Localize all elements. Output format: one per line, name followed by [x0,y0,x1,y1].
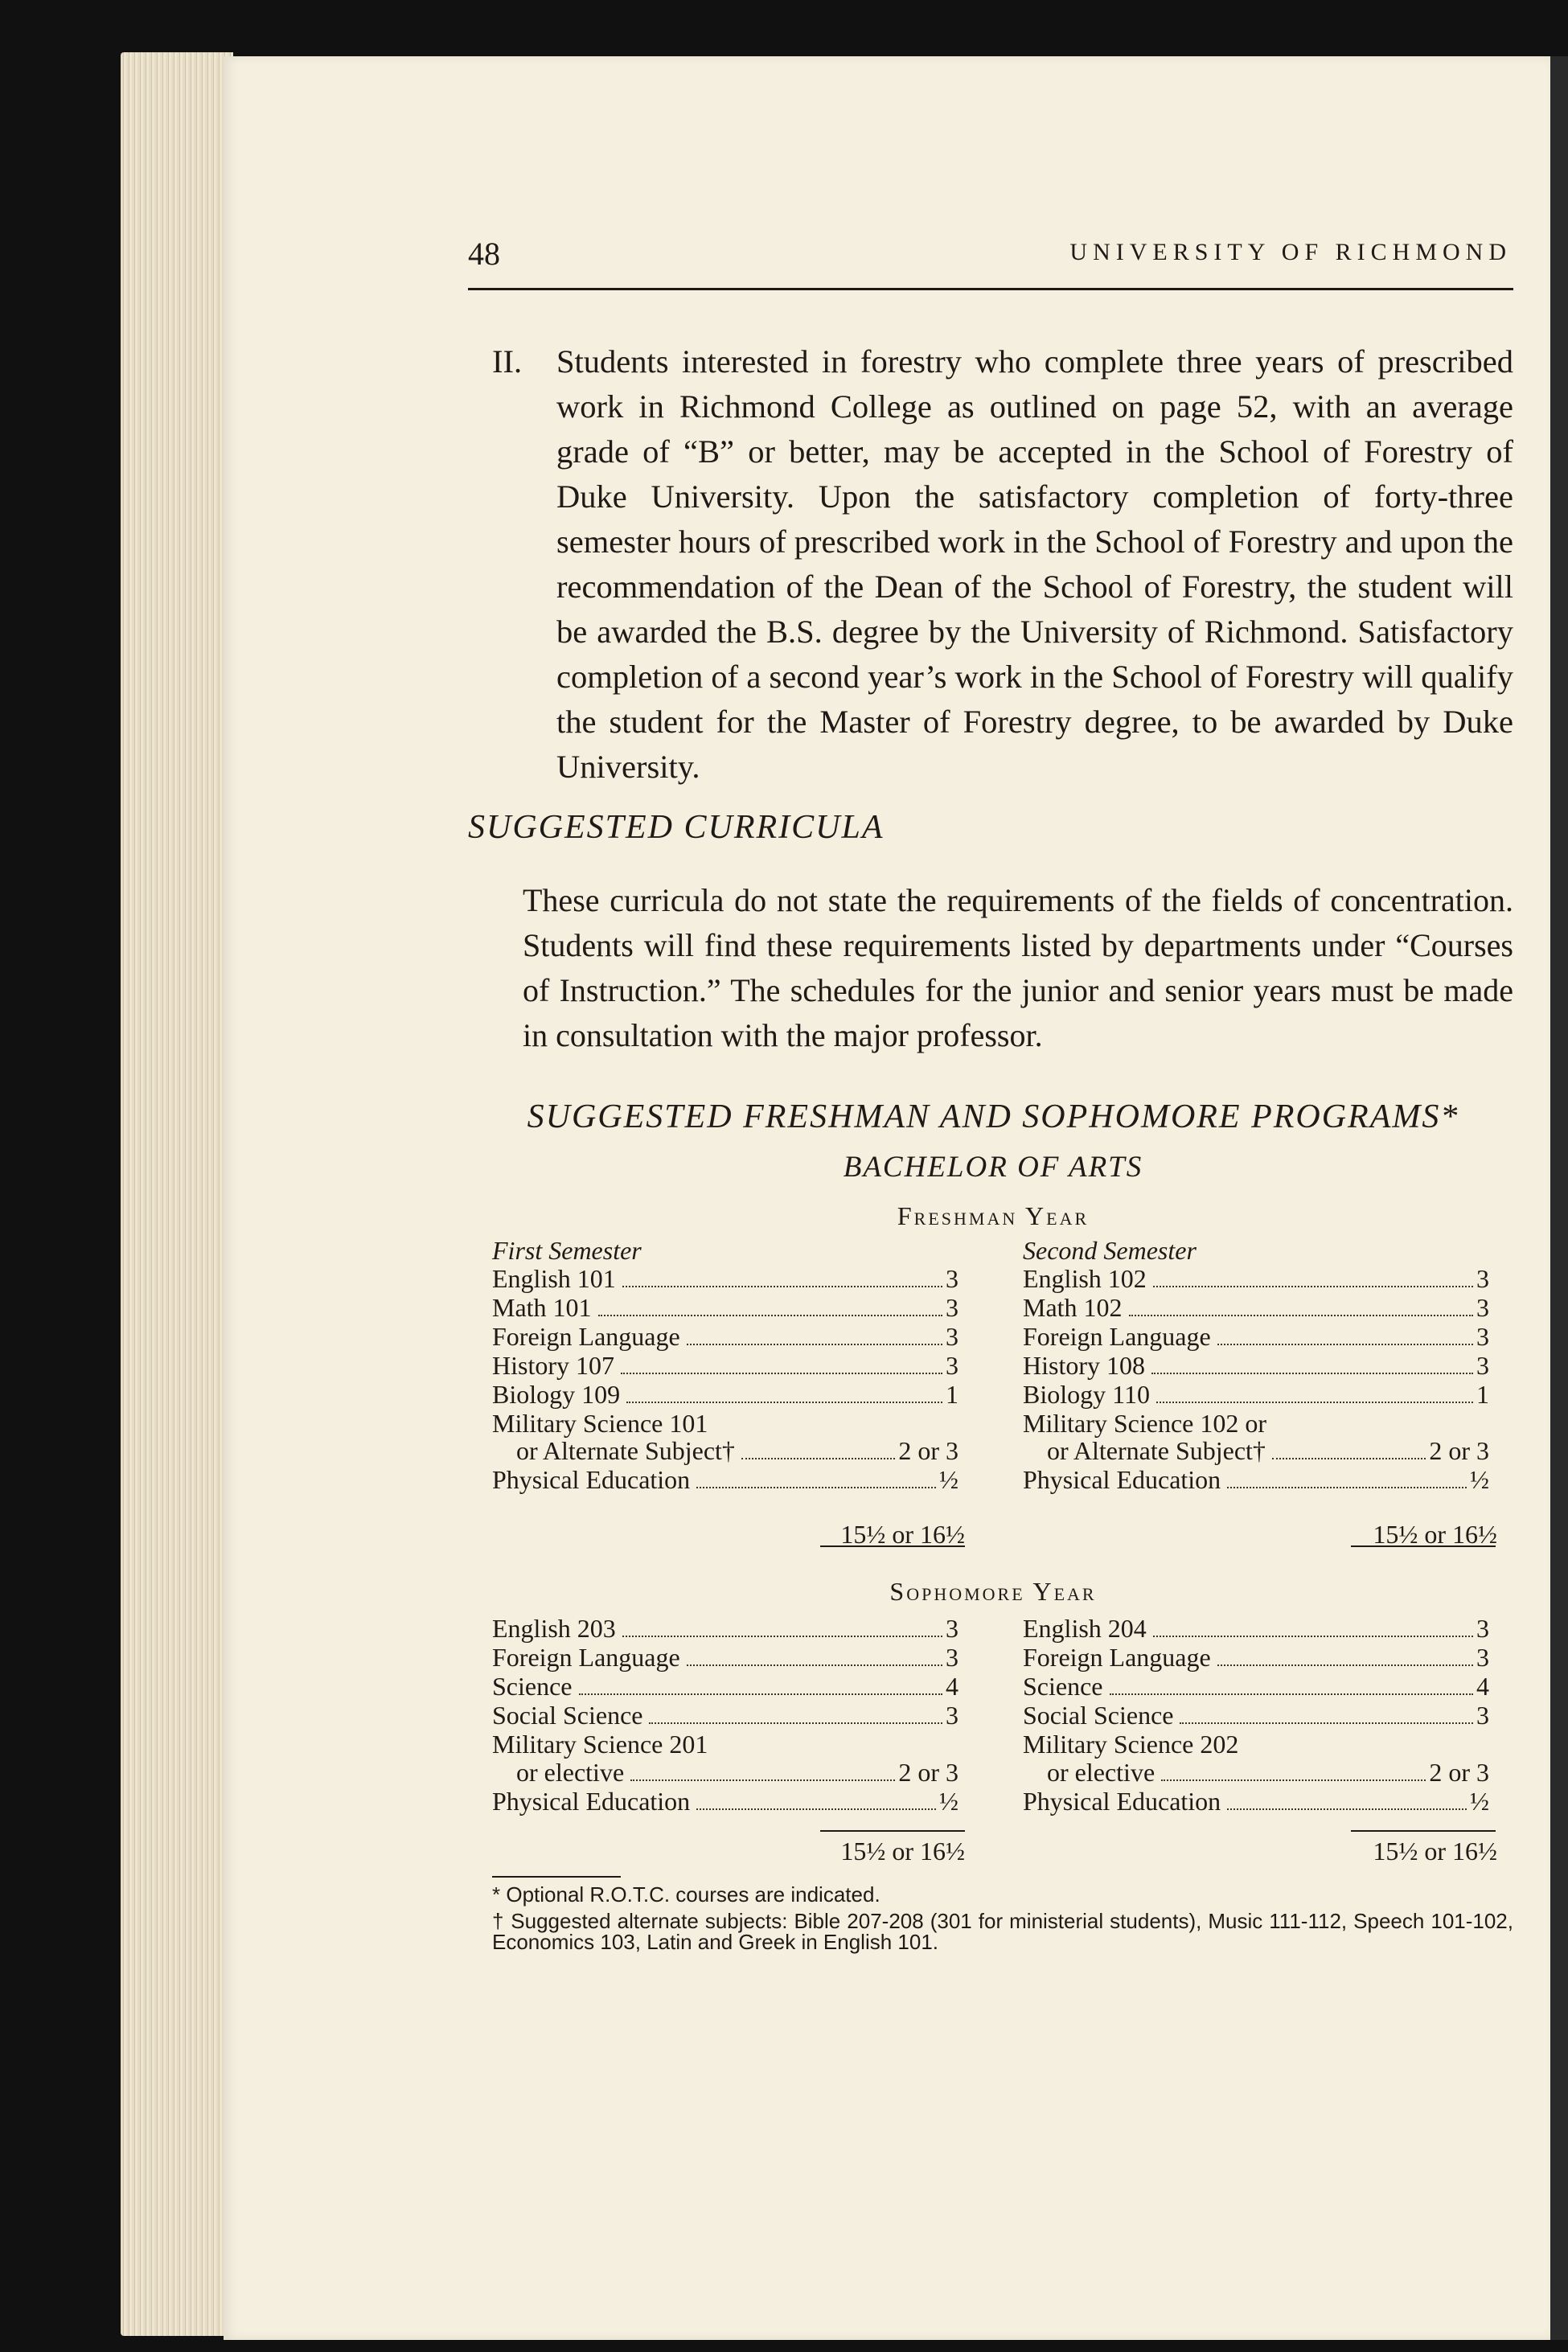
course-label: or Alternate Subject† [1047,1436,1266,1465]
degree-heading: BACHELOR OF ARTS [843,1151,1143,1184]
credit-hours: 3 [1476,1321,1489,1351]
section-ii-paragraph [492,339,1513,790]
credit-hours: ½ [1470,1786,1489,1816]
course-row [492,1673,958,1701]
course-label: Physical Education [492,1465,691,1494]
dot-leader [622,1286,942,1287]
credit-hours: 3 [946,1614,958,1643]
freshman-year-heading: Freshman Year [897,1201,1090,1230]
course-row [1023,1788,1489,1816]
course-label: Foreign Language [1023,1321,1211,1351]
dot-leader [687,1664,942,1666]
dot-leader [1110,1693,1474,1695]
semester-heading: First Semester [492,1236,642,1265]
curricula-text: These curricula do not state the requirements of the fields of concentration. Students will find these requirements listed by departments under “Courses of Instruction.” The schedules for the junior and senior years must be made in consultation with the major professor. [523,882,1513,1053]
course-label: Social Science [1023,1701,1174,1730]
dot-leader [1153,1286,1473,1287]
course-row [492,1381,958,1410]
dot-leader [1227,1487,1467,1488]
sophomore-second-total: 15½ or 16½ [1373,1837,1497,1866]
course-label: English 204 [1023,1614,1147,1643]
freshman-first-total: 15½ or 16½ [840,1520,965,1549]
course-row [1023,1615,1489,1644]
credit-hours: 3 [1476,1643,1489,1672]
course-label: Math 101 [492,1292,592,1322]
suggested-curricula-heading: SUGGESTED CURRICULA [468,809,885,846]
course-label: Physical Education [1023,1465,1221,1494]
course-row [1023,1466,1489,1495]
course-row [492,1615,958,1644]
course-list [492,1615,958,1816]
course-label: English 203 [492,1614,616,1643]
course-row [492,1323,958,1352]
course-row [1023,1673,1489,1701]
credit-hours: 2 or 3 [898,1757,958,1787]
credit-hours: 2 or 3 [1429,1436,1489,1465]
freshman-first-semester [492,1237,958,1495]
course-row [492,1410,958,1438]
course-row [1023,1759,1489,1788]
course-row [1023,1381,1489,1410]
course-label: or Alternate Subject† [516,1436,735,1465]
course-row [492,1788,958,1816]
sophomore-first-total: 15½ or 16½ [840,1837,965,1866]
course-row [1023,1437,1489,1466]
course-row [1023,1410,1489,1438]
course-label: Military Science 102 or [1023,1408,1267,1438]
dot-leader [1151,1373,1473,1374]
dot-leader [579,1693,943,1695]
credit-hours: 1 [946,1379,958,1409]
credit-hours: 3 [946,1263,958,1293]
credit-hours: 3 [946,1292,958,1322]
credit-hours: 2 or 3 [1429,1757,1489,1787]
credit-hours: ½ [939,1786,958,1816]
course-label: History 108 [1023,1350,1145,1380]
dot-leader [630,1779,895,1781]
dot-leader [1153,1636,1473,1637]
dot-leader [1227,1808,1467,1810]
credit-hours: 2 or 3 [898,1436,958,1465]
credit-hours: 3 [1476,1701,1489,1730]
course-list [1023,1265,1489,1496]
credit-hours: 3 [1476,1263,1489,1293]
course-label: Military Science 201 [492,1730,708,1759]
credit-hours: 3 [1476,1350,1489,1380]
course-row [492,1265,958,1294]
course-label: Military Science 101 [492,1408,708,1438]
course-row [1023,1323,1489,1352]
course-row [492,1730,958,1759]
course-row [492,1352,958,1381]
credit-hours: 3 [946,1350,958,1380]
course-row [492,1294,958,1323]
course-row [1023,1294,1489,1323]
credit-hours: 4 [1476,1672,1489,1701]
dot-leader [741,1458,895,1459]
credit-hours: 3 [1476,1614,1489,1643]
course-label: or elective [1047,1757,1155,1787]
course-row [492,1437,958,1466]
credit-hours: 4 [946,1672,958,1701]
sophomore-second-semester [1023,1615,1489,1816]
course-label: Social Science [492,1701,643,1730]
course-label: Military Science 202 [1023,1730,1239,1759]
footnote-dagger: † Suggested alternate subjects: Bible 207-208 (301 for ministerial students), Music 111-112, Speech 101-102, Economics 103, Latin and Greek in English 101. [492,1909,1513,1954]
course-row [492,1466,958,1495]
course-row [1023,1730,1489,1759]
dot-leader [622,1636,942,1637]
course-row [492,1759,958,1788]
dot-leader [1161,1779,1426,1781]
page-number: 48 [468,236,500,272]
course-row [1023,1644,1489,1673]
course-row [1023,1265,1489,1294]
course-row [492,1644,958,1673]
credit-hours: ½ [1470,1465,1489,1494]
course-list [492,1265,958,1496]
total-rule [820,1830,965,1832]
credit-hours: 3 [1476,1292,1489,1322]
course-label: English 102 [1023,1263,1147,1293]
sophomore-year-heading: Sophomore Year [889,1577,1097,1606]
course-label: Science [492,1672,573,1701]
course-label: Foreign Language [492,1321,680,1351]
freshman-second-semester [1023,1237,1489,1495]
footnote-star: * Optional R.O.T.C. courses are indicated. [492,1882,880,1907]
footnote-rule [492,1876,621,1878]
dot-leader [1180,1722,1473,1724]
dot-leader [1129,1315,1473,1316]
credit-hours: 3 [946,1321,958,1351]
dot-leader [696,1487,936,1488]
header-rule [468,288,1513,290]
credit-hours: 3 [946,1643,958,1672]
curricula-paragraph [523,878,1513,1058]
section-ii-text: Students interested in forestry who complete three years of prescribed work in Richmond College as outlined on page 52, with an average grade of “B” or better, may be accepted in the School of Forestry of Duke University. Upon the satisfactory completion of forty-three semester hours of prescribed work in the School of Forestry and upon the recommendation of the Dean of the School of Forestry, the student will be awarded the B.S. degree by the University of Richmond. Satisfactory completion of a second year’s work in the School of Forestry will qualify the student for the Master of Forestry degree, to be awarded by Duke University. [556,343,1513,785]
credit-hours: 1 [1476,1379,1489,1409]
freshman-second-total: 15½ or 16½ [1373,1520,1497,1549]
programs-heading: SUGGESTED FRESHMAN AND SOPHOMORE PROGRAMS* [527,1098,1459,1135]
dot-leader [1272,1458,1426,1459]
course-label: Science [1023,1672,1103,1701]
course-row [1023,1701,1489,1730]
course-label: or elective [516,1757,625,1787]
dot-leader [687,1344,942,1345]
dot-leader [1217,1344,1473,1345]
dot-leader [696,1808,936,1810]
course-label: Physical Education [1023,1786,1221,1816]
dot-leader [626,1402,942,1403]
course-label: Biology 109 [492,1379,621,1409]
course-label: English 101 [492,1263,616,1293]
section-number: II. [492,343,523,380]
dot-leader [621,1373,942,1374]
course-label: Physical Education [492,1786,691,1816]
course-label: Foreign Language [492,1643,680,1672]
book-spine [1550,56,1568,2340]
course-row [1023,1352,1489,1381]
page-edges [121,52,233,2336]
course-label: Math 102 [1023,1292,1123,1322]
credit-hours: ½ [939,1465,958,1494]
course-list [1023,1615,1489,1816]
course-label: Biology 110 [1023,1379,1150,1409]
dot-leader [649,1722,942,1724]
semester-heading: Second Semester [1023,1236,1197,1265]
total-rule [1351,1830,1496,1832]
course-label: History 107 [492,1350,614,1380]
running-header: UNIVERSITY OF RICHMOND [1069,239,1512,265]
course-row [492,1701,958,1730]
dot-leader [1217,1664,1473,1666]
dot-leader [1156,1402,1473,1403]
dot-leader [598,1315,942,1316]
sophomore-first-semester [492,1615,958,1816]
credit-hours: 3 [946,1701,958,1730]
course-label: Foreign Language [1023,1643,1211,1672]
